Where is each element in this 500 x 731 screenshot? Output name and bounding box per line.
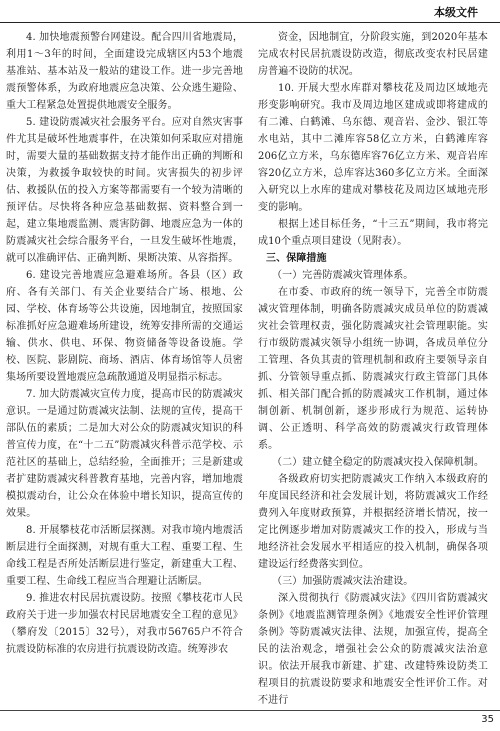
section-heading-safeguards: 三、保障措施 (266, 253, 327, 264)
subheading-management-system: （一）完善防震减灾管理体系。 (272, 270, 414, 281)
paragraph-legal-construction: 深入贯彻执行《防震减灾法》《四川省防震减灾条例》《地震监测管理条例》《地震安全性评价管理条例》等防震减灾法律、法规，加强宣传，提高全民的法治观念，增强社会公众的防震减灾法治意识。依法开展我市新建、扩建、改建特殊设防类工程项目的抗震设防要求和地震安全性评价工作。对不进行 (258, 593, 488, 706)
section-label: 本级文件 (434, 6, 478, 19)
paragraph-5: 5. 建设防震减灾社会服务平台。应对自然灾害事件尤其是破坏性地震事件，在决策如何采取应对措施时，需要大量的基础数据支持才能作出正确的判断和决策，为救援争取较快的时间。灾害损失的初步评估、救援队伍的投入方案等都需要有一个较为清晰的预评估。尽快将各种应急基础数据、资料整合到一起，建立集地震监测、震害防御、地震应急为一体的防震减灾社会综合服务平台，一旦发生破坏性地震，就可以准确评估、正确判断、果断决策、从容指挥。 (6, 117, 243, 264)
left-column (6, 29, 243, 658)
paragraph-continued: 资金，因地制宜，分阶段实施，到2020年基本完成农村民居抗震设防改造，彻底改变农村民居建房普遍不设防的状况。 (258, 32, 488, 77)
paragraph-management-system: 在市委、市政府的统一领导下，完善全市防震减灾管理体制，明确各防震减灾成员单位的防震减灾社会管理权责，强化防震减灾社会管理职能。实行市级防震减灾领导小组统一协调，各成员单位分工管理、各负其责的管理机制和政府主要领导亲自抓、分管领导重点抓、防震减灾行政主管部门具体抓、相关部门配合抓的防震减灾工作机制，通过体制创新、机制创新，逐步形成行为规范、运转协调、公正透明、科学高效的防震减灾行政管理体系。 (258, 287, 488, 451)
paragraph-7: 7. 加大防震减灾宣传力度，提高市民的防震减灾意识。一是通过防震减灾法制、法规的宣传，提高干部队伍的素质；二是加大对公众的防震减灾知识的科普宣传力度，在“十二五”防震减灾科普示范学校、示范社区的基础上，总结经验，全面推开；三是新建或者扩建防震减灾科普教育基地，完善内容，增加地震模拟震动台，让公众在体验中增长知识，提高宣传的效果。 (6, 389, 243, 519)
summary-paragraph: 根据上述目标任务，“十三五”期间，我市将完成10个重点项目建设（见附表）。 (258, 219, 488, 247)
page-number: 35 (481, 714, 494, 725)
subheading-funding-mechanism: （二）建立健全稳定的防震减灾投入保障机制。 (272, 457, 485, 468)
subheading-legal-construction: （三）加强防震减灾法治建设。 (272, 576, 414, 587)
paragraph-8: 8. 开展攀枝花市活断层探测。对我市境内地震活断层进行全面探测，对规有重大工程、重要工程、生命线工程是否所处活断层进行鉴定，新建重大工程、重要工程、生命线工程应当合理避让活断层。 (6, 525, 243, 587)
footer-divider (0, 710, 500, 711)
paragraph-10: 10. 开展大型水库群对攀枝花及周边区域地壳形变影响研究。我市及周边地区建成或即将建成的有二滩、白鹤滩、乌东德、观音岩、金沙、银江等水电站，其中二滩库容58亿立方米，白鹤滩库容206亿立方米，乌东德库容76亿立方米、观音岩库容20亿立方米，总库容达360多亿立方米。全面深入研究以上水库的建成对攀枝花及周边区域地壳形变的影响。 (258, 83, 488, 213)
right-column (258, 29, 488, 709)
paragraph-9: 9. 推进农村民居抗震设防。按照《攀枝花市人民政府关于进一步加强农村民居地震安全工程的意见》（攀府发〔2015〕32号），对我市56765户不符合抗震设防标准的农房进行抗震设防改造。统筹涉农 (6, 593, 243, 655)
paragraph-funding-mechanism: 各级政府切实把防震减灾工作纳入本级政府的年度国民经济和社会发展计划，将防震减灾工作经费列入年度财政预算，并根据经济增长情况，按一定比例逐步增加对防震减灾工作的投入，形成与当地经济社会发展水平相适应的投入机制，确保各项建设运行经费落实到位。 (258, 474, 488, 570)
paragraph-4: 4. 加快地震预警台网建设。配合四川省地震局，利用1～3年的时间，全面建设完成辖区内53个地震基准站、基本站及一般站的建设工作。进一步完善地震预警体系，为政府地震应急决策、公众逃生避险、重大工程紧急处置提供地震安全服务。 (6, 32, 243, 111)
header-divider (0, 22, 500, 23)
paragraph-6: 6. 建设完善地震应急避难场所。各县（区）政府、各有关部门、有关企业要结合广场、根地、公园、学校、体育场等公共设施，因地制宜，按照国家标准抓好应急避难场所建设，统筹安排所需的交通运输、供水、供电、环保、物资储备等设备设施。学校、医院、影剧院、商场、酒店、体育场馆等人员密集场所要设置地震应急疏散通道及明显指示标志。 (6, 270, 243, 383)
